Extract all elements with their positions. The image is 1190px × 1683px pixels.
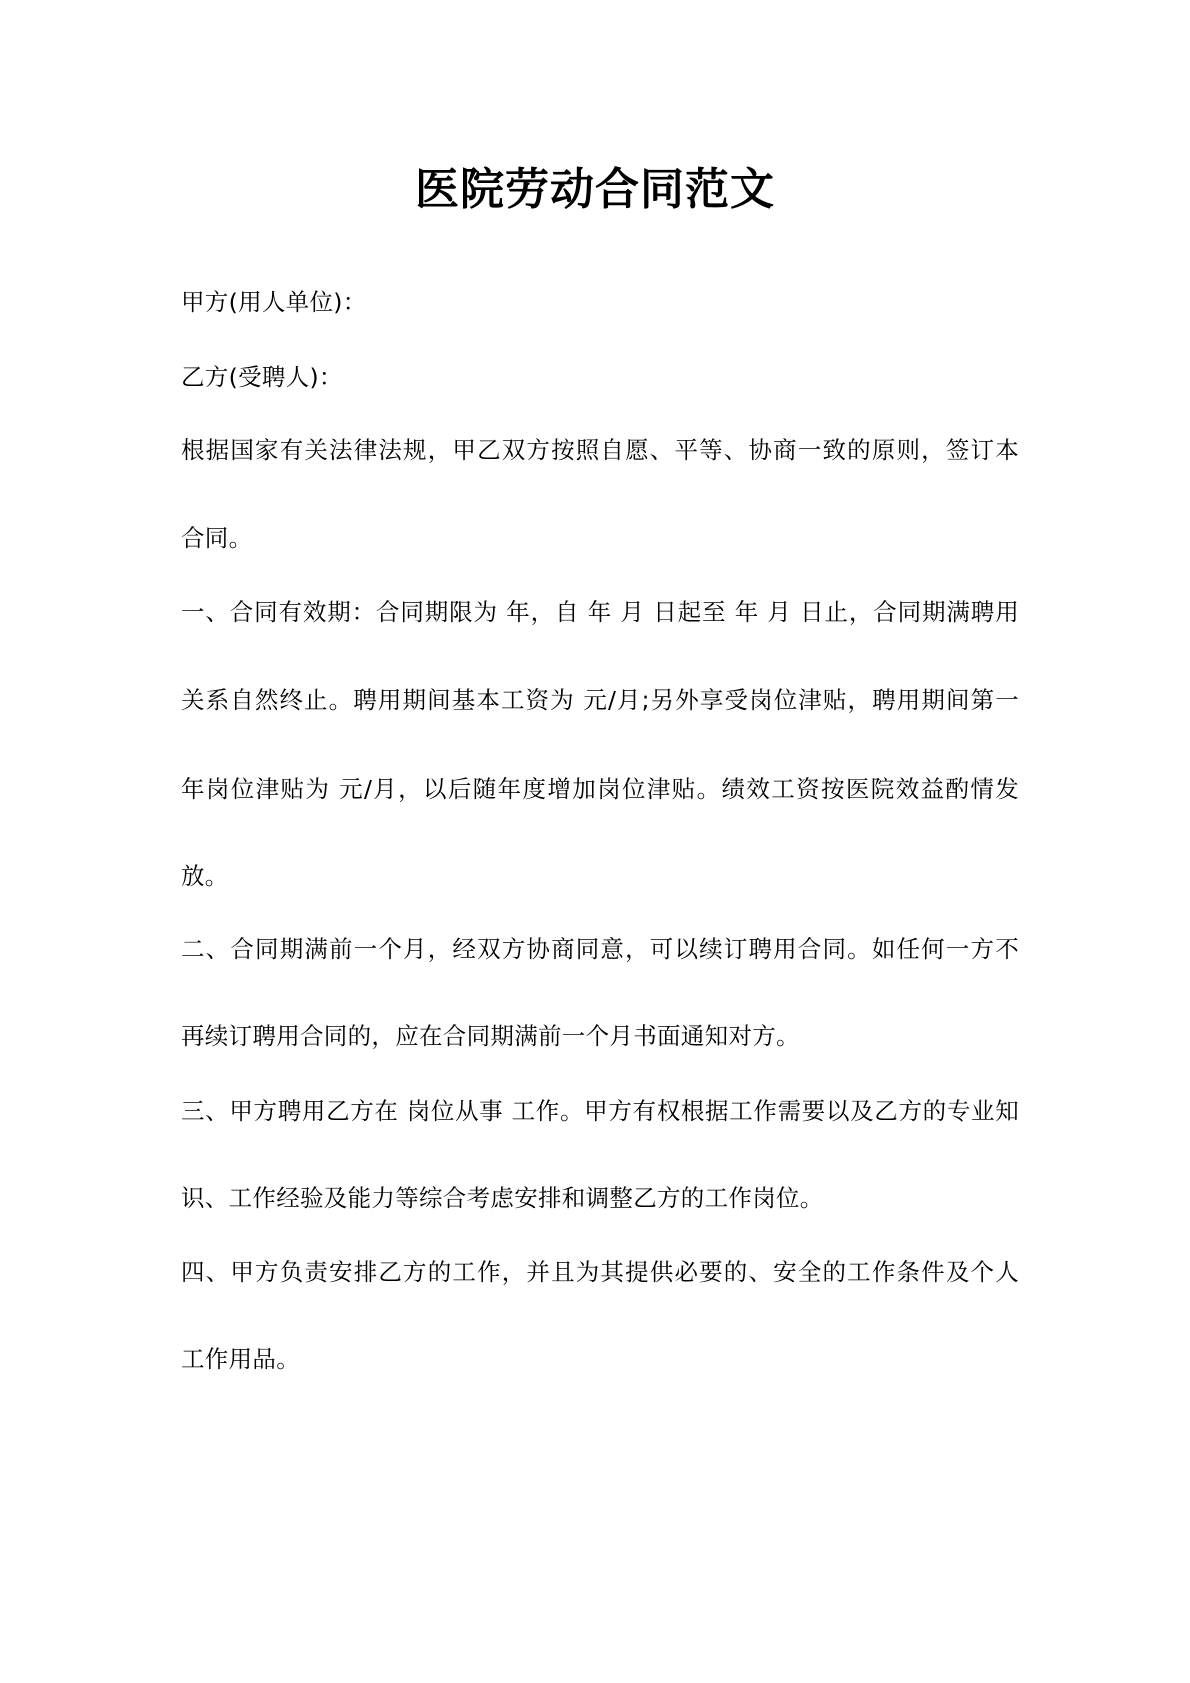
clause-1-line-2: 关系自然终止。聘用期间基本工资为 元/月;另外享受岗位津贴，聘用期间第一 — [181, 686, 1019, 714]
clause-2-line-2: 再续订聘用合同的，应在合同期满前一个月书面通知对方。 — [181, 1022, 800, 1050]
clause-2-line-1: 二、合同期满前一个月，经双方协商同意，可以续订聘用合同。如任何一方不 — [181, 935, 1019, 963]
party-b-line: 乙方(受聘人)： — [181, 363, 343, 391]
clause-4-line-2: 工作用品。 — [181, 1345, 300, 1373]
party-a-line: 甲方(用人单位)： — [181, 288, 367, 316]
clause-1-line-1: 一、合同有效期：合同期限为 年，自 年 月 日起至 年 月 日止，合同期满聘用 — [181, 598, 1019, 626]
clause-4-line-1: 四、甲方负责安排乙方的工作，并且为其提供必要的、安全的工作条件及个人 — [181, 1258, 1019, 1286]
clause-3-line-2: 识、工作经验及能力等综合考虑安排和调整乙方的工作岗位。 — [181, 1184, 824, 1212]
clause-3-line-1: 三、甲方聘用乙方在 岗位从事 工作。甲方有权根据工作需要以及乙方的专业知 — [181, 1097, 1019, 1125]
clause-1-line-3: 年岗位津贴为 元/月，以后随年度增加岗位津贴。绩效工资按医院效益酌情发 — [181, 775, 1019, 803]
document-title: 医院劳动合同范文 — [415, 164, 775, 215]
preamble-line-2: 合同。 — [181, 524, 253, 552]
preamble-line-1: 根据国家有关法律法规，甲乙双方按照自愿、平等、协商一致的原则，签订本 — [181, 436, 1019, 464]
clause-1-line-4: 放。 — [181, 862, 229, 890]
